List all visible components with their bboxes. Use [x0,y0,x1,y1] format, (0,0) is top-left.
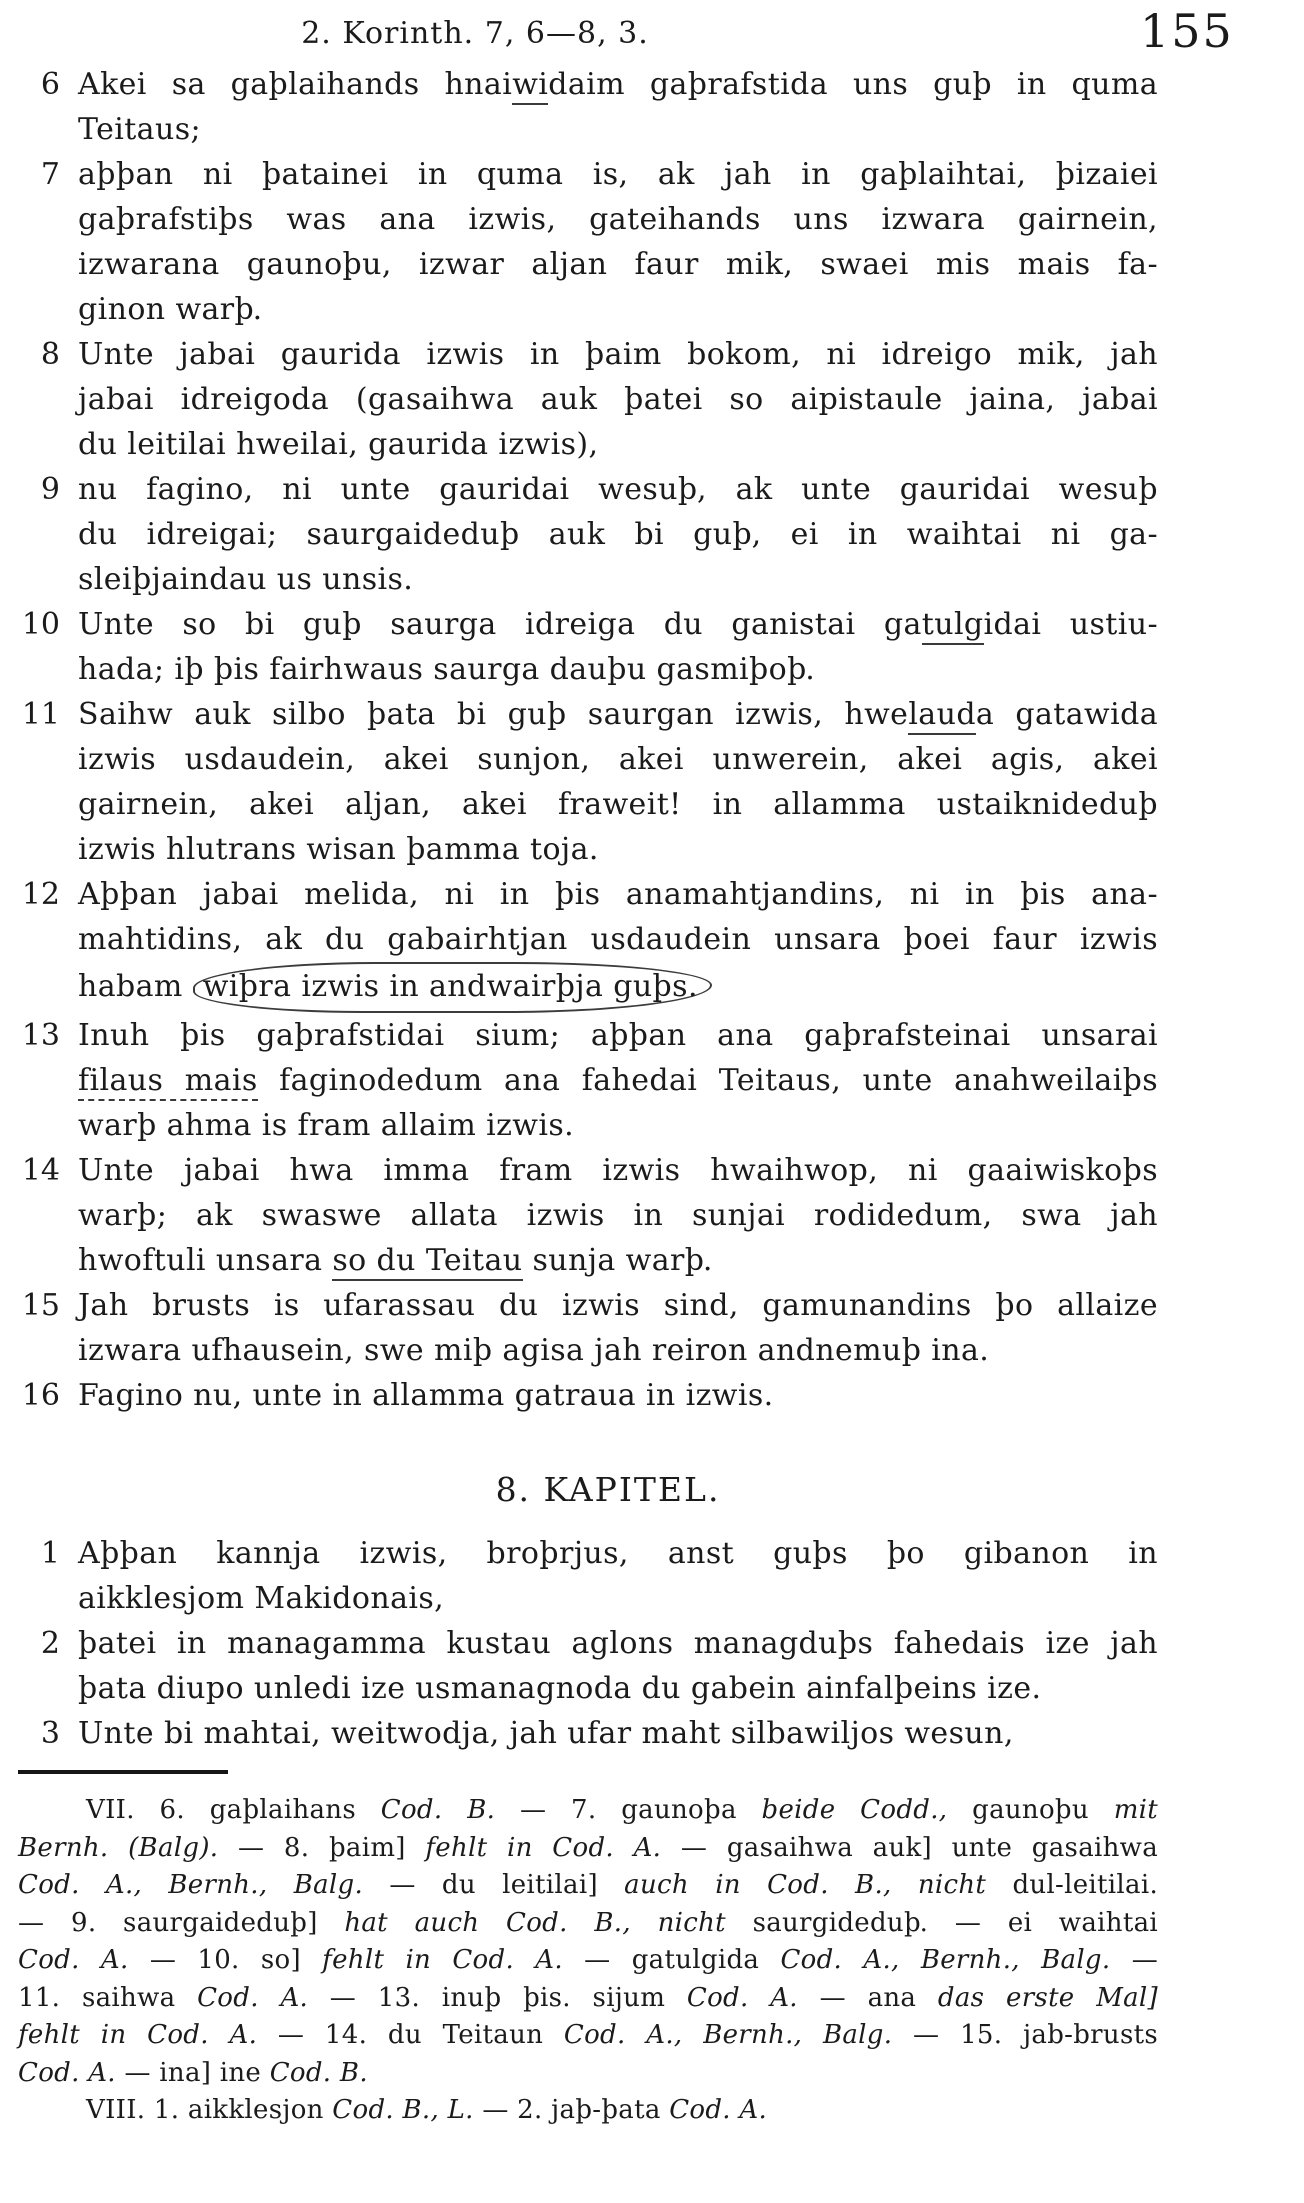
handwritten-marginalia [1185,594,1297,610]
apparatus-line [18,1905,1158,1943]
text-segment: gaunoþu [947,1795,1114,1825]
verse-line: gaþrafstiþs was ana izwis, gateihands uns izwara gairnein, [78,202,1158,237]
verse [18,1621,1158,1711]
verse-line: hwoftuli unsara so du Teitau sunja warþ. [78,1238,1158,1283]
verse-number: 7 [40,157,60,192]
apparatus-paragraph [18,2092,1158,2130]
text-segment: — du leitilai] [363,1870,625,1900]
text-segment: saurgideduþ. — ei waihtai [725,1907,1158,1938]
text-segment: Cod. B. [380,1795,496,1825]
verse-line: aþþan ni þatainei in quma is, ak jah in gaþlaihtai, þizaiei [78,157,1158,192]
handwritten-marginalia [1045,578,1160,596]
verse-line: mahtidins, ak du gabairhtjan usdaudein unsara þoei faur izwis [78,922,1158,957]
verse [18,872,1158,1013]
hand-marked-text: wi [512,67,548,105]
apparatus-line [18,2017,1158,2055]
text-segment: Cod. A. [669,2095,768,2125]
verse-line: þata diupo unledi ize usmanagnoda du gabein ainfalþeins ize. [78,1671,1042,1706]
text-segment: — [1110,1945,1159,1975]
verse-line: Akei sa gaþlaihands hnaiwidaim gaþrafstida uns guþ in quma [78,62,1158,107]
handwritten-marginalia [1146,700,1298,718]
text-segment: — gatulgida [562,1945,781,1975]
apparatus-line [18,2092,1158,2130]
verse-number: 11 [21,697,60,732]
text-segment: Cod. A., Bernh., Balg. [18,1870,364,1900]
verse-line: hada; iþ þis fairhwaus saurga dauþu gasmiþoþ. [78,652,816,687]
text-segment: — 10. so] [128,1945,323,1975]
verse-line: Unte so bi guþ saurga idreiga du ganistai gatulgidai ustiu- [78,602,1158,647]
apparatus-line [18,1792,1158,1830]
text-segment: Cod. A. [18,1945,129,1975]
verse [18,1373,1158,1418]
text-segment: — 8. þaim] [218,1832,426,1863]
verse-number: 16 [21,1378,60,1413]
verse-number: 10 [21,607,60,642]
verse-line: aikklesjom Makidonais, [78,1581,445,1616]
text-segment: — 2. jaþ-þata [473,2095,670,2125]
verse-number: 8 [40,337,60,372]
handwritten-marginalia [790,858,960,871]
handwritten-marginalia [885,660,1110,678]
text-segment: fehlt in Cod. A. [322,1945,563,1975]
verse-number: 1 [40,1536,60,1571]
text-segment: — 14. du Teitaun [257,2020,564,2050]
verse-number: 9 [40,472,60,507]
text-segment: hat auch Cod. B., nicht [344,1907,726,1938]
verse [18,332,1158,467]
text-segment: fehlt in Cod. A. [18,2020,258,2050]
handwritten-marginalia [795,585,915,599]
chapter8-verses [18,1531,1158,1756]
apparatus-paragraph [18,1792,1158,2092]
verse [18,1711,1158,1756]
handwritten-marginalia [1078,180,1184,193]
verse [18,1148,1158,1283]
verse-line: habam wiþra izwis in andwairþja guþs. [78,962,1158,1013]
verse-line: Teitaus; [78,112,201,147]
chapter8-heading: 8. KAPITEL. [495,1470,721,1509]
handwritten-marginalia [945,1121,1020,1133]
verse-line: izwara ufhausein, swe miþ agisa jah reiron andnemuþ ina. [78,1333,990,1368]
verse [18,62,1158,152]
text-segment: Cod. A., Bernh., Balg. [563,2020,893,2050]
handwritten-marginalia [420,723,550,736]
handwritten-marginalia [640,720,752,733]
apparatus-line [18,1942,1158,1980]
verse-line: Aþþan jabai melida, ni in þis anamahtjandins, ni in þis ana- [78,877,1158,912]
text-segment: VII. 6. gaþlaihans [86,1795,381,1825]
verse-line: sleiþjaindau us unsis. [78,562,414,597]
verse-line: jabai idreigoda (gasaihwa auk þatei so aipistaule jaina, jabai [78,382,1158,417]
text-segment: — ina] ine [115,2057,270,2088]
page-number: 155 [1140,4,1234,58]
text-segment: — 15. jab-brusts [892,2020,1158,2050]
verse [18,602,1158,692]
verse-line: Inuh þis gaþrafstidai sium; aþþan ana gaþrafsteinai unsarai [78,1018,1158,1053]
verse-line: ginon warþ. [78,292,263,327]
text-segment: auch in Cod. B., nicht [624,1870,987,1900]
hand-marked-text: laud [908,697,976,735]
handwritten-marginalia [2,748,28,762]
handwritten-marginalia [700,838,875,853]
text-segment: Cod. A. [197,1982,309,2013]
text-segment: mit [1113,1795,1159,1825]
verse [18,1531,1158,1621]
handwritten-marginalia [1196,616,1296,631]
verse-line: izwis hlutrans wisan þamma toja. [78,832,599,867]
handwritten-marginalia [95,1038,153,1049]
apparatus-line [18,1980,1158,2018]
verse-line: Unte jabai gaurida izwis in þaim bokom, ni idreigo mik, jah [78,337,1158,372]
verse-number: 15 [21,1288,60,1323]
verse-number: 14 [21,1153,60,1188]
text-segment: Bernh. (Balg). [18,1832,219,1863]
text-segment: VIII. 1. aikklesjon [86,2095,333,2125]
verse [18,692,1158,872]
text-segment: Cod. A. [686,1982,798,2013]
handwritten-marginalia [1076,1262,1142,1274]
text-segment: — 9. saurgaideduþ] [18,1907,345,1938]
verse-line: gairnein, akei aljan, akei fraweit! in allamma ustaiknideduþ [78,787,1158,822]
handwritten-marginalia [1190,1134,1292,1148]
verse-line: du idreigai; saurgaideduþ auk bi guþ, ei in waihtai ni ga- [78,517,1158,552]
handwritten-marginalia [595,903,747,916]
text-segment: dul-leitilai. [986,1870,1159,1900]
apparatus-paragraphs [18,1792,1158,2130]
verse-number: 12 [21,877,60,912]
verse [18,152,1158,332]
verse-number: 3 [40,1716,60,1751]
verse-number: 2 [40,1626,60,1661]
verse-line: izwis usdaudein, akei sunjon, akei unwerein, akei agis, akei [78,742,1158,777]
verse-line: du leitilai hweilai, gaurida izwis), [78,427,599,462]
verse-line: þatei in managamma kustau aglons managduþs fahedais ize jah [78,1626,1158,1661]
verse-line: Saihw auk silbo þata bi guþ saurgan izwis, hwelauda gatawida [78,692,1158,737]
handwritten-marginalia [1080,132,1172,146]
apparatus-line [18,1867,1158,1905]
handwritten-marginalia [800,316,910,329]
text-block [18,62,1158,2130]
handwritten-marginalia [1158,724,1298,740]
text-segment: 11. saihwa [18,1982,198,2013]
verse-line: Aþþan kannja izwis, broþrjus, anst guþs þo gibanon in [78,1536,1158,1571]
verse-line: Unte jabai hwa imma fram izwis hwaihwop, ni gaaiwiskoþs [78,1153,1158,1188]
text-segment: Cod. B., L. [332,2095,474,2125]
verse-number: 6 [40,67,60,102]
handwritten-marginalia [1146,66,1298,86]
verse [18,467,1158,602]
text-segment: fehlt in Cod. A. [425,1832,662,1863]
footnote-separator-rule [18,1770,228,1774]
text-segment: Cod. A., Bernh., Balg. [780,1945,1111,1975]
handwritten-marginalia [1150,388,1298,404]
handwritten-marginalia [1150,252,1298,270]
apparatus-line [18,1830,1158,1868]
verse-line: warþ; ak swaswe allata izwis in sunjai rodidedum, swa jah [78,1198,1158,1233]
handwritten-marginalia [1146,1045,1300,1063]
text-segment: — gasaihwa auk] unte gasaihwa [661,1832,1159,1863]
text-segment: beide Codd., [761,1795,948,1825]
handwritten-marginalia [695,768,780,781]
handwritten-marginalia [878,1308,966,1320]
hand-marked-text: wiþra izwis in andwairþja guþs. [193,962,712,1013]
running-head-title: 2. Korinth. 7, 6—8, 3. [301,16,649,51]
handwritten-marginalia [2,1292,18,1347]
verse-line: nu fagino, ni unte gauridai wesuþ, ak unte gauridai wesuþ [78,472,1158,507]
text-segment: das erste Mal] [937,1982,1158,2013]
verse-line: izwarana gaunoþu, izwar aljan faur mik, swaei mis mais fa- [78,247,1158,282]
critical-apparatus [18,1770,1158,2130]
text-segment: Cod. A. [18,2057,116,2088]
text-segment: Cod. B. [269,2057,368,2088]
handwritten-marginalia [2,560,62,574]
text-segment: — ana [797,1982,938,2013]
hand-marked-text: filaus mais [78,1063,258,1101]
verse-line: Unte bi mahtai, weitwodja, jah ufar maht silbawiljos wesun, [78,1716,1014,1751]
apparatus-line [18,2055,1158,2093]
handwritten-marginalia [430,497,550,510]
text-segment: — 13. inuþ þis. sijum [308,1982,687,2013]
hand-marked-text: tulg [922,607,984,645]
verse-line: Fagino nu, unte in allamma gatraua in izwis. [78,1378,774,1413]
handwritten-marginalia [1170,1112,1292,1127]
verse-line: warþ ahma is fram allaim izwis. [78,1108,575,1143]
handwritten-marginalia [1130,1072,1302,1090]
verse-line: Jah brusts is ufarassau du izwis sind, gamunandins þo allaize [78,1288,1158,1323]
hand-marked-text: so du Teitau [332,1243,522,1281]
handwritten-marginalia [600,1128,750,1141]
verse-number: 13 [21,1018,60,1053]
handwritten-marginalia [1160,90,1298,108]
verse-line: filaus mais faginodedum ana fahedai Teitaus, unte anahweilaiþs [78,1058,1158,1103]
verse [18,1283,1158,1373]
text-segment: — 7. gaunoþa [495,1795,762,1825]
chapter7-verses [18,62,1158,1418]
